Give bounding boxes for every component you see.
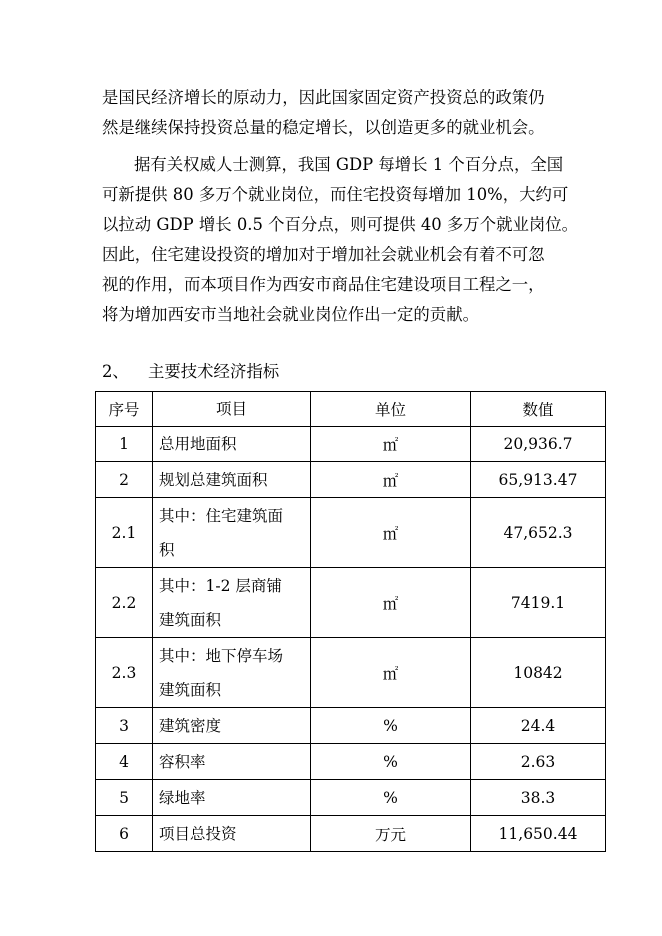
cell-value: 7419.1 [471, 568, 606, 638]
table-row [96, 568, 606, 638]
cell-value: 65,913.47 [471, 462, 606, 498]
cell-item [153, 462, 311, 498]
cell-item [153, 568, 311, 638]
text-line: 视的作用，而本项目作为西安市商品住宅建设项目工程之一， [102, 275, 545, 294]
table-row [96, 638, 606, 708]
table-row [96, 744, 606, 780]
paragraph-gdp-estimate [102, 150, 579, 330]
table-row [96, 816, 606, 852]
table-row [96, 427, 606, 462]
paragraph-employment-intro [102, 83, 562, 143]
header-index: 序号 [96, 392, 153, 427]
cell-item [153, 780, 311, 816]
cell-index: 1 [96, 427, 153, 462]
cell-item [153, 427, 311, 462]
text-line: 可新提供 80 多万个就业岗位，而住宅投资每增加 10%，大约可 [102, 185, 569, 204]
cell-item-line: 项目总投资 [159, 824, 237, 843]
cell-item-line: 规划总建筑面积 [159, 470, 268, 489]
cell-item-line: 建筑面积 [159, 680, 222, 699]
text-line: 因此，住宅建设投资的增加对于增加社会就业机会有着不可忽 [102, 245, 545, 264]
cell-value: 47,652.3 [471, 498, 606, 568]
section-heading [102, 357, 279, 387]
cell-index: 3 [96, 708, 153, 744]
cell-unit: ㎡ [311, 462, 471, 498]
table-header-row [96, 392, 606, 427]
cell-item-line: 容积率 [159, 752, 206, 771]
cell-item-line: 其中：1-2 层商铺 [159, 576, 282, 595]
cell-item [153, 498, 311, 568]
table-row [96, 708, 606, 744]
table-row [96, 498, 606, 568]
header-unit: 单位 [311, 392, 471, 427]
text-line: 然是继续保持投资总量的稳定增长，以创造更多的就业机会。 [102, 118, 545, 137]
cell-item-line: 绿地率 [159, 788, 206, 807]
cell-value: 2.63 [471, 744, 606, 780]
cell-value: 24.4 [471, 708, 606, 744]
section-number: 2、 [102, 362, 129, 381]
cell-index: 5 [96, 780, 153, 816]
cell-unit: % [311, 708, 471, 744]
table-row [96, 462, 606, 498]
header-value: 数值 [471, 392, 606, 427]
cell-index: 2.1 [96, 498, 153, 568]
text-line: 是国民经济增长的原动力，因此国家固定资产投资总的政策仍 [102, 88, 545, 107]
economic-indicators-table [95, 391, 606, 852]
cell-unit: % [311, 744, 471, 780]
cell-item [153, 744, 311, 780]
cell-unit: 万元 [311, 816, 471, 852]
cell-item-line: 建筑面积 [159, 610, 222, 629]
cell-value: 20,936.7 [471, 427, 606, 462]
cell-item [153, 708, 311, 744]
cell-item-line: 其中：住宅建筑面 [159, 506, 284, 525]
cell-index: 6 [96, 816, 153, 852]
cell-item-line: 建筑密度 [159, 716, 222, 735]
cell-value: 11,650.44 [471, 816, 606, 852]
text-line: 以拉动 GDP 增长 0.5 个百分点，则可提供 40 多万个就业岗位。 [102, 215, 579, 234]
cell-index: 2.3 [96, 638, 153, 708]
cell-item [153, 816, 311, 852]
cell-index: 2.2 [96, 568, 153, 638]
cell-item-line: 积 [159, 540, 175, 559]
cell-index: 2 [96, 462, 153, 498]
cell-unit: ㎡ [311, 638, 471, 708]
text-line: 据有关权威人士测算，我国 GDP 每增长 1 个百分点，全国 [134, 155, 564, 174]
cell-value: 38.3 [471, 780, 606, 816]
text-line: 将为增加西安市当地社会就业岗位作出一定的贡献。 [102, 305, 479, 324]
cell-value: 10842 [471, 638, 606, 708]
cell-item [153, 638, 311, 708]
section-title: 主要技术经济指标 [148, 362, 280, 381]
cell-index: 4 [96, 744, 153, 780]
cell-unit: ㎡ [311, 568, 471, 638]
cell-item-line: 总用地面积 [159, 435, 237, 453]
cell-unit: ㎡ [311, 498, 471, 568]
cell-item-line: 其中：地下停车场 [159, 646, 284, 665]
table-row [96, 780, 606, 816]
cell-unit: % [311, 780, 471, 816]
cell-unit: ㎡ [311, 427, 471, 462]
header-item: 项目 [153, 392, 311, 427]
